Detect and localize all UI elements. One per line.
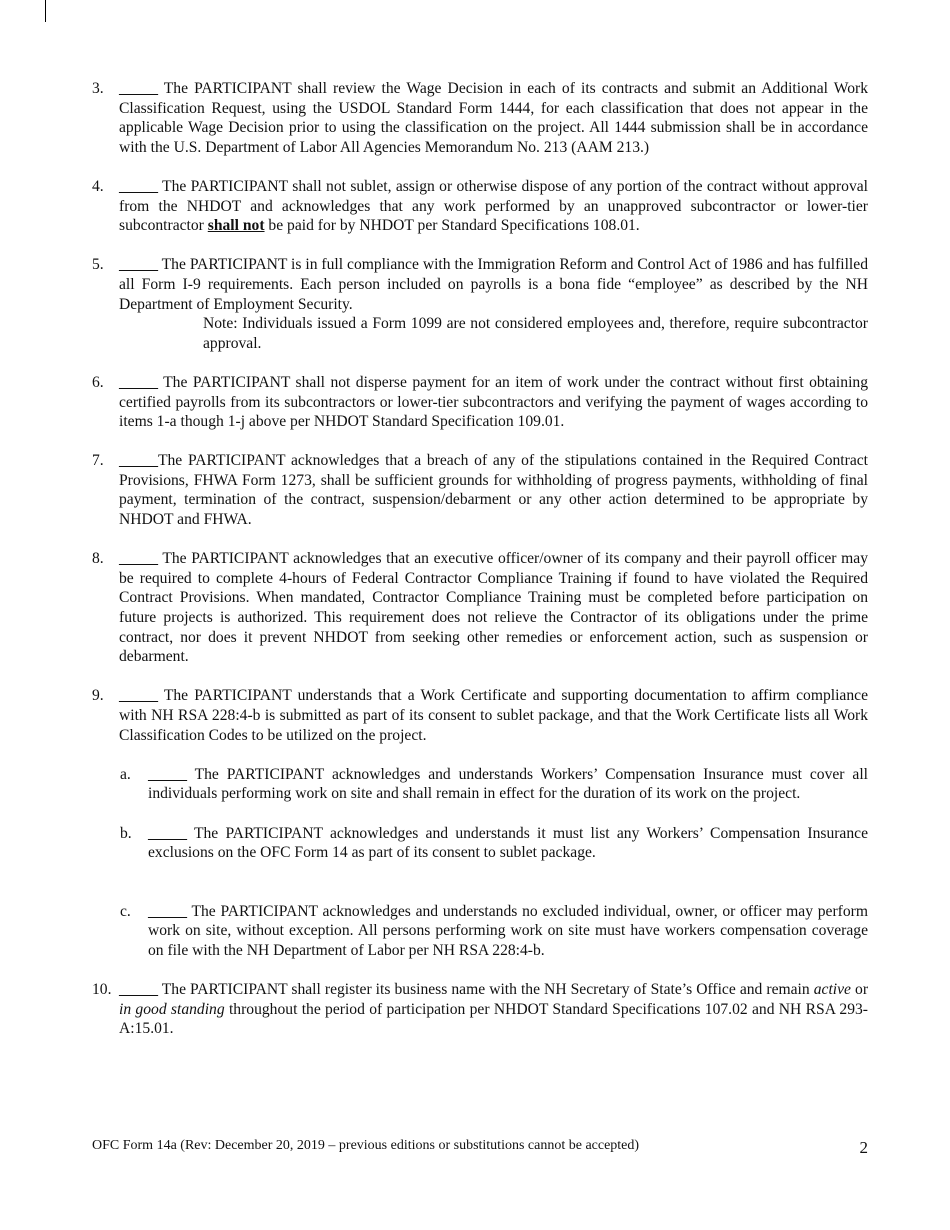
item-text: The PARTICIPANT is in full compliance with the Immigration Reform and Control Act of 1986 and has fulfilled all Form I-9 requirements. Each person included on payrolls is a bona fide “employee” as described by the NH Department of Employment Security. <box>119 256 868 313</box>
initial-blank[interactable]: _____ <box>119 452 158 470</box>
item-text: The PARTICIPANT acknowledges that an executive officer/owner of its company and their payroll officer may be required to complete 4-hours of Federal Contractor Compliance Training if found to have violated the Required Contract Provisions. When mandated, Contractor Compliance Training must be completed before participation on future projects is authorized. This requirement does not relieve the Contractor of its obligations under the prime contract, nor does it prevent NHDOT from seeking other remedies or enforcement action, such as suspension or debarment. <box>119 550 868 666</box>
item-text: The PARTICIPANT acknowledges that a breach of any of the stipulations contained in the Required Contract Provisions, FHWA Form 1273, shall be sufficient grounds for withholding of progress payments, withholding of final payment, termination of the contract, suspension/debarment or any other action determined to be appropriate by NHDOT and FHWA. <box>119 452 868 529</box>
item-number: 7. <box>92 452 104 470</box>
item-10 <box>92 980 868 1039</box>
initial-blank[interactable]: _____ <box>119 550 158 568</box>
item-number: 9. <box>92 687 104 705</box>
text-cursor-mark <box>45 0 46 22</box>
item-3 <box>92 79 868 157</box>
initial-blank[interactable]: _____ <box>119 687 158 705</box>
subitem-letter: b. <box>120 824 132 842</box>
item-text: The PARTICIPANT acknowledges and understands no excluded individual, owner, or officer may perform work on site, without exception. All persons performing work on site must have workers compensation coverage on file with the NH Department of Labor per NH RSA 228:4-b. <box>148 902 868 959</box>
item-number: 5. <box>92 256 104 274</box>
item-text: The PARTICIPANT shall register its business name with the NH Secretary of State’s Office and remain <box>157 981 814 999</box>
item-text: The PARTICIPANT understands that a Work Certificate and supporting documentation to affirm compliance with NH RSA 228:4-b is submitted as part of its consent to sublet package, and that the Work Certificate lists all Work Classification Codes to be utilized on the project. <box>119 687 868 744</box>
item-number: 6. <box>92 373 104 391</box>
initial-blank[interactable]: _____ <box>148 824 187 842</box>
initial-blank[interactable]: _____ <box>119 256 158 274</box>
item-number: 3. <box>92 80 104 97</box>
item-4 <box>92 177 868 236</box>
item-text: The PARTICIPANT shall not sublet, assign or otherwise dispose of any portion of the contract without approval from the NHDOT and acknowledges that any work performed by an unapproved subcontractor or lower-tier subcontractor <box>119 177 868 235</box>
item-number: 10. <box>92 981 112 999</box>
item-text: The PARTICIPANT acknowledges and understands it must list any Workers’ Compensation Insurance exclusions on the OFC Form 14 as part of its consent to sublet package. <box>148 824 868 862</box>
item-9 <box>92 686 868 745</box>
initial-blank[interactable]: _____ <box>119 80 158 97</box>
item-8 <box>92 549 868 667</box>
emphasis-text: shall not <box>207 217 265 235</box>
italic-text: active <box>813 981 851 999</box>
item-6 <box>92 373 868 432</box>
initial-blank[interactable]: _____ <box>119 177 158 195</box>
item-text-cont: be paid for by NHDOT per Standard Specifications 108.01. <box>264 217 640 235</box>
item-7 <box>92 451 868 529</box>
item-text-cont: throughout the period of participation per NHDOT Standard Specifications 107.02 and NH RSA 293-A:15.01. <box>119 1000 868 1038</box>
item-note: Note: Individuals issued a Form 1099 are not considered employees and, therefore, require subcontractor approval. <box>203 315 868 352</box>
italic-text: in good standing <box>119 1000 225 1018</box>
item-number: 8. <box>92 550 104 568</box>
initial-blank[interactable]: _____ <box>119 981 158 999</box>
item-9a <box>92 765 868 804</box>
item-text: The PARTICIPANT acknowledges and understands Workers’ Compensation Insurance must cover all individuals performing work on site and shall remain in effect for the duration of its work on the project. <box>148 765 868 803</box>
initial-blank[interactable]: _____ <box>148 902 187 920</box>
item-text-cont: or <box>850 981 869 999</box>
subitem-letter: c. <box>120 902 131 920</box>
page-footer <box>92 1138 868 1157</box>
initial-blank[interactable]: _____ <box>148 765 187 783</box>
item-9b <box>92 824 868 863</box>
item-5 <box>92 255 868 353</box>
footer-form-revision: OFC Form 14a (Rev: December 20, 2019 – previous editions or substitutions cannot be accepted) <box>92 1138 640 1153</box>
item-9c <box>92 902 868 961</box>
item-text: The PARTICIPANT shall review the Wage Decision in each of its contracts and submit an Additional Work Classification Request, using the USDOL Standard Form 1444, for each classification that does not appear in the applicable Wage Decision prior to using the classification on the project. All 1444 submission shall be in accordance with the U.S. Department of Labor All Agencies Memorandum No. 213 (AAM 213.) <box>119 80 868 156</box>
item-number: 4. <box>92 177 104 195</box>
page-number: 2 <box>859 1138 868 1157</box>
subitem-letter: a. <box>120 765 131 783</box>
initial-blank[interactable]: _____ <box>119 373 158 391</box>
item-text: The PARTICIPANT shall not disperse payment for an item of work under the contract without first obtaining certified payrolls from its subcontractors or lower-tier subcontractors and verifying the payment of wages according to items 1-a though 1-j above per NHDOT Standard Specification 109.01. <box>119 373 868 431</box>
document-body <box>92 79 868 1059</box>
